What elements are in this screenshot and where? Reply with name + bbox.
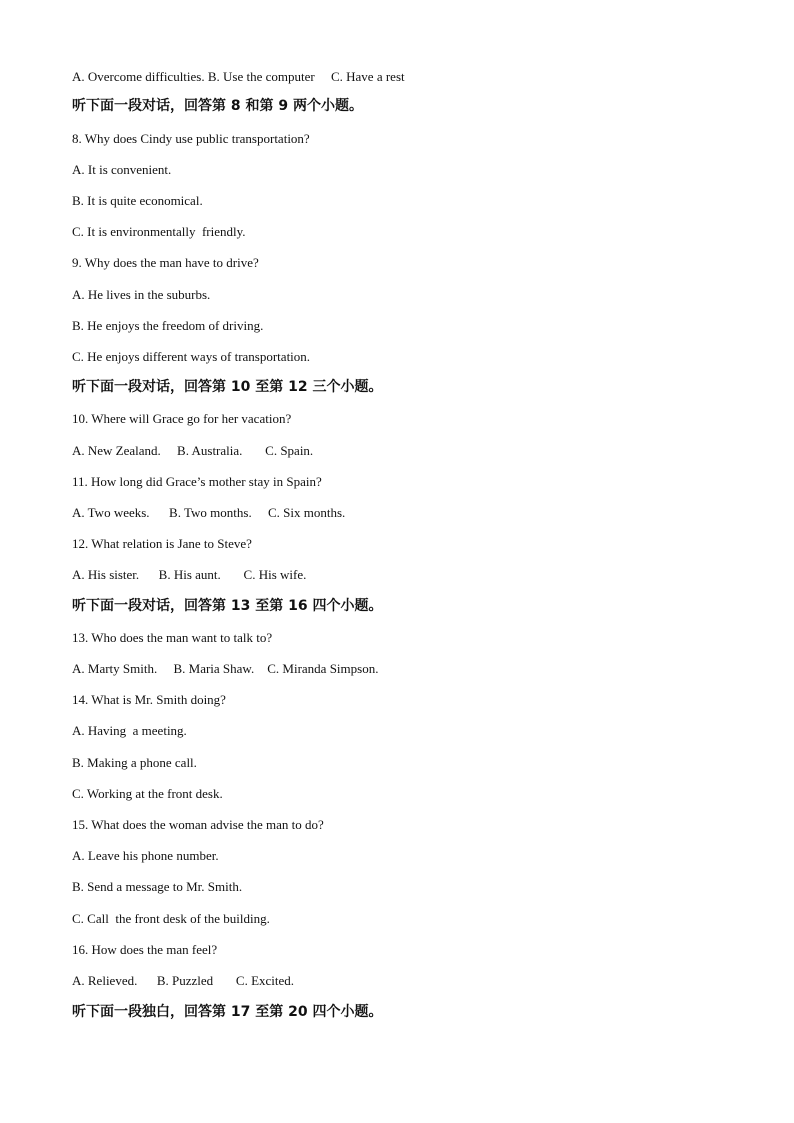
q15-option-b: B. Send a message to Mr. Smith. [72,879,243,894]
section-heading-q8-9: 听下面一段对话，回答第 8 和第 9 两个小题。 [72,98,363,114]
section-heading-q13-16: 听下面一段对话，回答第 13 至第 16 四个小题。 [72,598,383,614]
q9-option-a: A. He lives in the suburbs. [72,287,211,302]
section-heading-q10-12: 听下面一段对话，回答第 10 至第 12 三个小题。 [72,379,383,395]
q14-option-a: A. Having a meeting. [72,723,187,738]
question-13: 13. Who does the man want to talk to? [72,630,273,645]
q14-option-b: B. Making a phone call. [72,755,197,770]
question-12: 12. What relation is Jane to Steve? [72,536,252,551]
q9-option-b: B. He enjoys the freedom of driving. [72,318,264,333]
q10-options: A. New Zealand. B. Australia. C. Spain. [72,443,314,458]
q8-option-b: B. It is quite economical. [72,193,203,208]
q15-option-a: A. Leave his phone number. [72,848,219,863]
q11-options: A. Two weeks. B. Two months. C. Six months. [72,505,346,520]
q9-option-c: C. He enjoys different ways of transportation. [72,349,311,364]
q7-options: A. Overcome difficulties. B. Use the computer C. Have a rest [72,69,405,84]
question-8: 8. Why does Cindy use public transportation? [72,131,310,146]
q8-option-a: A. It is convenient. [72,162,172,177]
question-16: 16. How does the man feel? [72,942,218,957]
question-9: 9. Why does the man have to drive? [72,255,259,270]
question-10: 10. Where will Grace go for her vacation? [72,411,292,426]
q12-options: A. His sister. B. His aunt. C. His wife. [72,567,307,582]
q13-options: A. Marty Smith. B. Maria Shaw. C. Miranda Simpson. [72,661,379,676]
q15-option-c: C. Call the front desk of the building. [72,911,270,926]
question-15: 15. What does the woman advise the man to do? [72,817,324,832]
q8-option-c: C. It is environmentally friendly. [72,224,246,239]
section-heading-q17-20: 听下面一段独白，回答第 17 至第 20 四个小题。 [72,1004,383,1020]
q16-options: A. Relieved. B. Puzzled C. Excited. [72,973,295,988]
q14-option-c: C. Working at the front desk. [72,786,223,801]
question-11: 11. How long did Grace’s mother stay in Spain? [72,474,322,489]
question-14: 14. What is Mr. Smith doing? [72,692,226,707]
